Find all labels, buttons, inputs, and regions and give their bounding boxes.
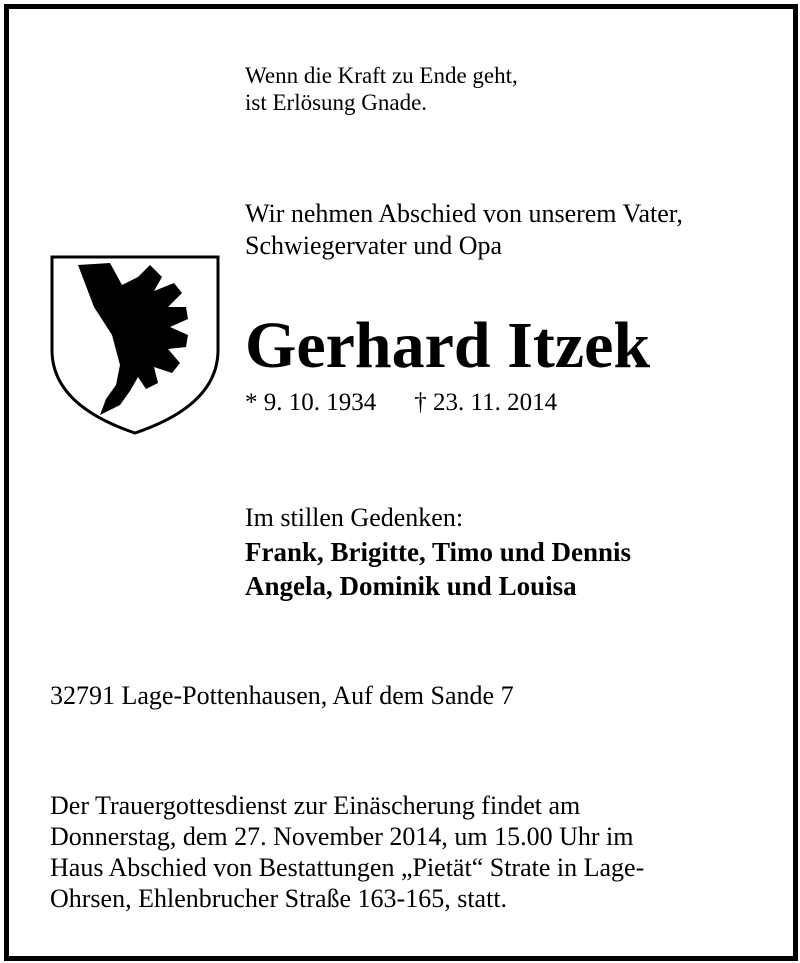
family-address: 32791 Lage-Pottenhausen, Auf dem Sande 7 xyxy=(50,681,514,710)
coat-of-arms-icon xyxy=(50,255,220,435)
mourners-line-1: Frank, Brigitte, Timo und Dennis xyxy=(245,537,632,567)
intro-line-2: Schwiegervater und Opa xyxy=(245,231,503,260)
memory-heading: Im stillen Gedenken: xyxy=(245,503,464,532)
service-info xyxy=(50,790,644,914)
service-line-1: Der Trauergottesdienst zur Einäscherung findet am xyxy=(50,791,581,820)
death-date: † 23. 11. 2014 xyxy=(414,389,558,416)
quote xyxy=(245,62,518,116)
birth-date: * 9. 10. 1934 xyxy=(245,389,377,416)
quote-line-2: ist Erlösung Gnade. xyxy=(245,90,428,115)
life-dates xyxy=(245,388,557,418)
mourners-line-2: Angela, Dominik und Louisa xyxy=(245,571,577,601)
service-line-2: Donnerstag, dem 27. November 2014, um 15.00 Uhr im xyxy=(50,822,634,851)
mourners-list xyxy=(245,535,631,603)
deceased-name: Gerhard Itzek xyxy=(245,309,651,382)
quote-line-1: Wenn die Kraft zu Ende geht, xyxy=(245,63,518,88)
service-line-4: Ohrsen, Ehlenbrucher Straße 163-165, statt. xyxy=(50,884,508,913)
service-line-3: Haus Abschied von Bestattungen „Pietät“ Strate in Lage- xyxy=(50,853,645,882)
intro-line-1: Wir nehmen Abschied von unserem Vater, xyxy=(245,199,683,228)
farewell-intro xyxy=(245,198,683,262)
